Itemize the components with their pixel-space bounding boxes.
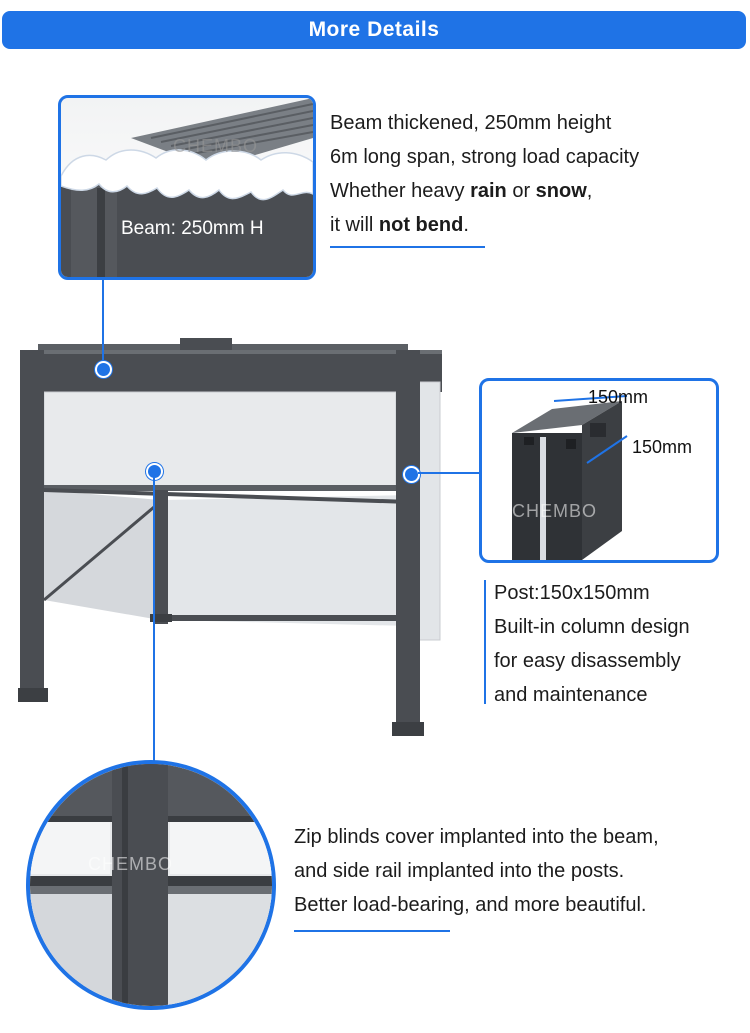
beam-text-underline (330, 246, 485, 248)
beam-line-2: 6m long span, strong load capacity (330, 146, 640, 168)
post-connector-line (418, 472, 480, 474)
beam-line-4: it will not bend. (330, 214, 469, 236)
section-title: More Details (308, 18, 440, 41)
watermark: CHEMBO (88, 854, 174, 874)
beam-marker-dot (95, 361, 112, 378)
zip-text-underline (294, 930, 450, 932)
zip-detail-image (26, 760, 276, 1010)
beam-connector-line (102, 280, 104, 366)
post-line-4: and maintenance (494, 684, 648, 706)
post-width-label: 150mm (588, 387, 649, 407)
post-depth-label: 150mm (632, 437, 693, 457)
post-line-1: Post:150x150mm (494, 582, 650, 604)
zip-line-3: Better load-bearing, and more beautiful. (294, 894, 647, 916)
watermark: CHEMBO (173, 136, 259, 156)
beam-description (330, 106, 639, 242)
beam-label: Beam: 250mm H (121, 218, 264, 239)
zip-description (294, 820, 659, 922)
zip-line-2: and side rail implanted into the posts. (294, 860, 625, 882)
post-detail-image (479, 378, 719, 563)
post-marker-dot (403, 466, 420, 483)
beam-line-3: Whether heavy rain or snow, (330, 180, 593, 202)
zip-line-1: Zip blinds cover implanted into the beam, (294, 826, 659, 848)
beam-line-1: Beam thickened, 250mm height (330, 112, 612, 134)
beam-illustration (61, 98, 313, 277)
pergola-illustration (0, 330, 470, 740)
section-header (2, 11, 746, 49)
beam-detail-image (58, 95, 316, 280)
post-line-3: for easy disassembly (494, 650, 681, 672)
watermark: CHEMBO (512, 501, 598, 521)
post-text-bar (484, 580, 486, 704)
post-line-2: Built-in column design (494, 616, 690, 638)
post-description (494, 576, 690, 712)
zip-connector-line (153, 475, 155, 763)
zip-illustration (30, 764, 272, 1006)
